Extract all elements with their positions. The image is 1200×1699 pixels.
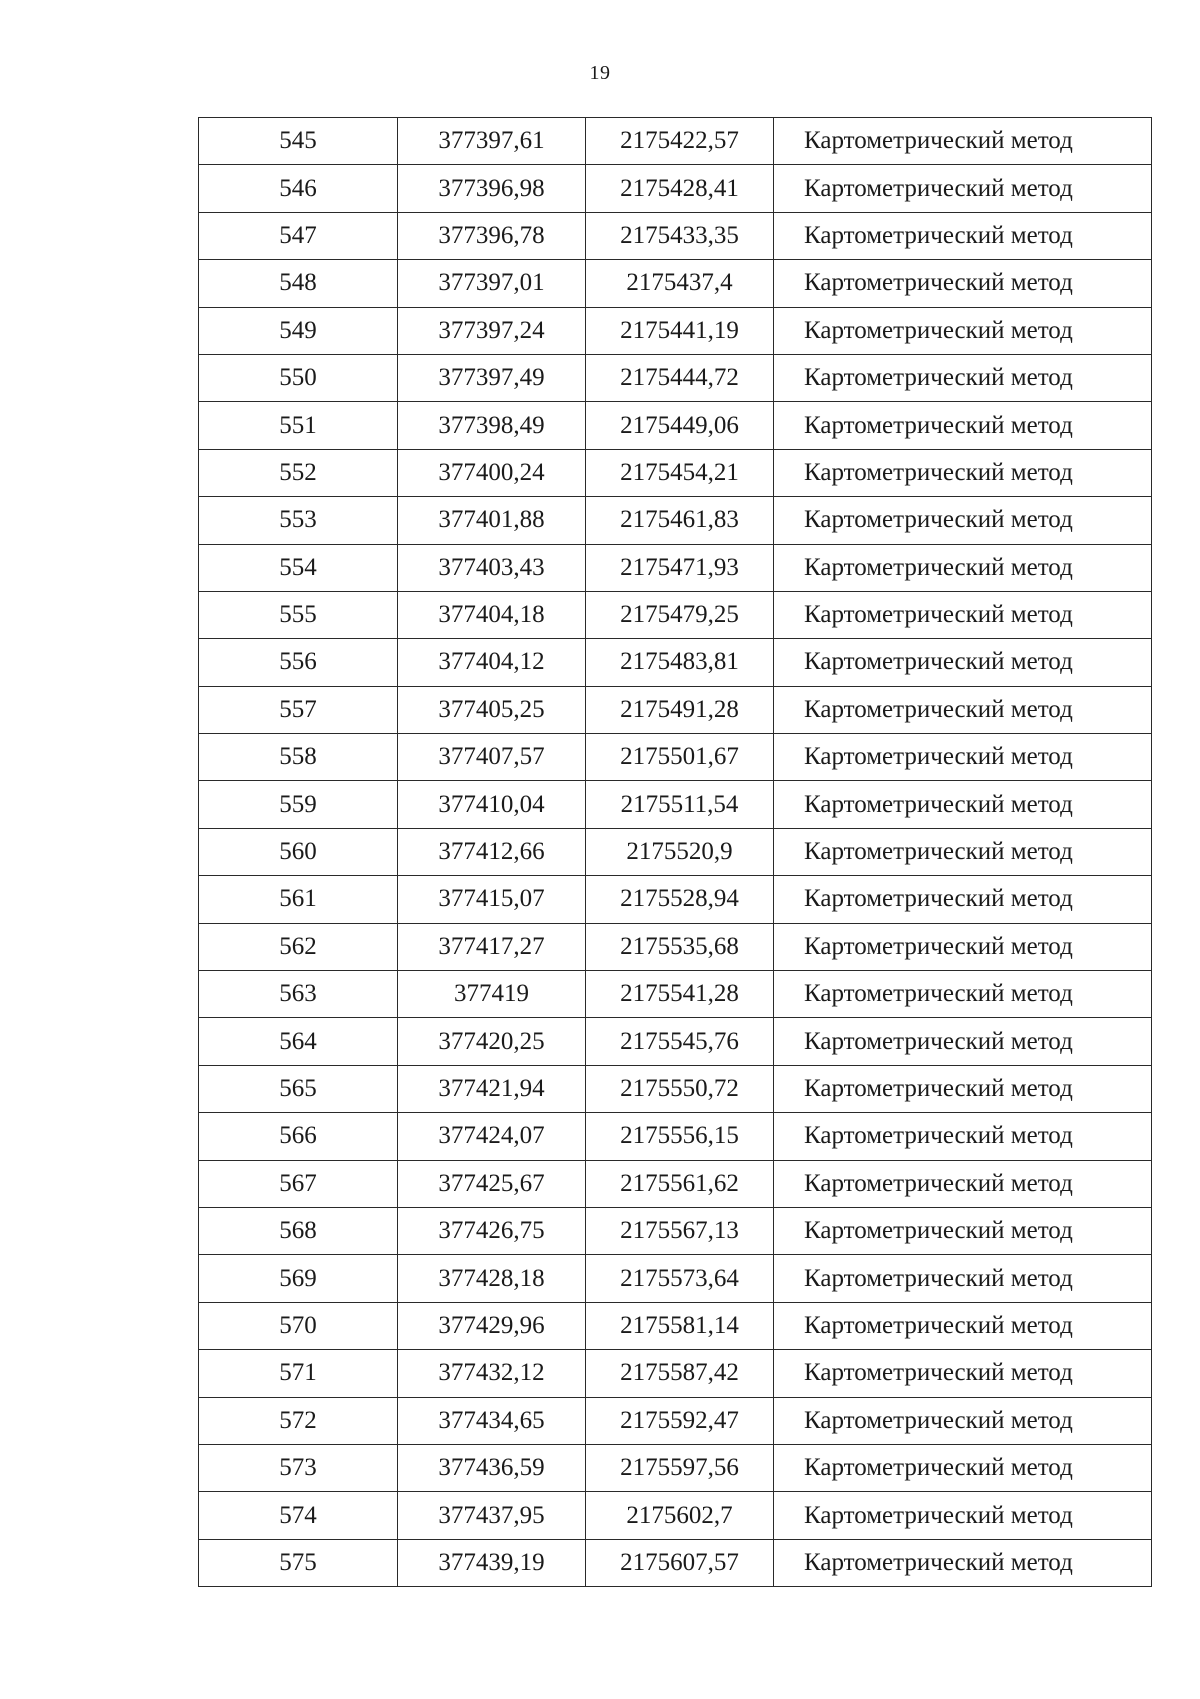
method-cell: Картометрический метод (774, 1207, 1152, 1254)
method-cell: Картометрический метод (774, 1539, 1152, 1586)
y-coordinate-cell: 2175541,28 (586, 971, 774, 1018)
method-cell: Картометрический метод (774, 971, 1152, 1018)
point-number-cell: 571 (199, 1350, 398, 1397)
method-cell: Картометрический метод (774, 1160, 1152, 1207)
x-coordinate-cell: 377404,18 (398, 591, 586, 638)
point-number-cell: 556 (199, 639, 398, 686)
method-cell: Картометрический метод (774, 1018, 1152, 1065)
table-row (199, 1113, 1152, 1160)
method-cell: Картометрический метод (774, 1065, 1152, 1112)
point-number-cell: 547 (199, 212, 398, 259)
method-cell: Картометрический метод (774, 639, 1152, 686)
x-coordinate-cell: 377397,24 (398, 307, 586, 354)
point-number-cell: 549 (199, 307, 398, 354)
y-coordinate-cell: 2175479,25 (586, 591, 774, 638)
method-cell: Картометрический метод (774, 1492, 1152, 1539)
method-cell: Картометрический метод (774, 118, 1152, 165)
point-number-cell: 555 (199, 591, 398, 638)
table-row (199, 639, 1152, 686)
x-coordinate-cell: 377436,59 (398, 1444, 586, 1491)
y-coordinate-cell: 2175461,83 (586, 497, 774, 544)
table-row (199, 165, 1152, 212)
x-coordinate-cell: 377421,94 (398, 1065, 586, 1112)
y-coordinate-cell: 2175592,47 (586, 1397, 774, 1444)
x-coordinate-cell: 377428,18 (398, 1255, 586, 1302)
table-row (199, 971, 1152, 1018)
method-cell: Картометрический метод (774, 1444, 1152, 1491)
method-cell: Картометрический метод (774, 1113, 1152, 1160)
y-coordinate-cell: 2175581,14 (586, 1302, 774, 1349)
x-coordinate-cell: 377415,07 (398, 876, 586, 923)
y-coordinate-cell: 2175528,94 (586, 876, 774, 923)
x-coordinate-cell: 377432,12 (398, 1350, 586, 1397)
method-cell: Картометрический метод (774, 354, 1152, 401)
method-cell: Картометрический метод (774, 1350, 1152, 1397)
x-coordinate-cell: 377404,12 (398, 639, 586, 686)
table-row (199, 1255, 1152, 1302)
point-number-cell: 567 (199, 1160, 398, 1207)
x-coordinate-cell: 377397,61 (398, 118, 586, 165)
table-row (199, 307, 1152, 354)
point-number-cell: 575 (199, 1539, 398, 1586)
y-coordinate-cell: 2175501,67 (586, 734, 774, 781)
method-cell: Картометрический метод (774, 307, 1152, 354)
point-number-cell: 561 (199, 876, 398, 923)
x-coordinate-cell: 377400,24 (398, 449, 586, 496)
table-row (199, 1302, 1152, 1349)
point-number-cell: 564 (199, 1018, 398, 1065)
point-number-cell: 553 (199, 497, 398, 544)
table-row (199, 212, 1152, 259)
y-coordinate-cell: 2175520,9 (586, 828, 774, 875)
y-coordinate-cell: 2175607,57 (586, 1539, 774, 1586)
table-row (199, 354, 1152, 401)
x-coordinate-cell: 377425,67 (398, 1160, 586, 1207)
x-coordinate-cell: 377419 (398, 971, 586, 1018)
x-coordinate-cell: 377410,04 (398, 781, 586, 828)
x-coordinate-cell: 377439,19 (398, 1539, 586, 1586)
y-coordinate-cell: 2175567,13 (586, 1207, 774, 1254)
y-coordinate-cell: 2175422,57 (586, 118, 774, 165)
method-cell: Картометрический метод (774, 734, 1152, 781)
method-cell: Картометрический метод (774, 544, 1152, 591)
method-cell: Картометрический метод (774, 1255, 1152, 1302)
x-coordinate-cell: 377407,57 (398, 734, 586, 781)
table-row (199, 686, 1152, 733)
y-coordinate-cell: 2175441,19 (586, 307, 774, 354)
point-number-cell: 563 (199, 971, 398, 1018)
method-cell: Картометрический метод (774, 449, 1152, 496)
table-row (199, 1539, 1152, 1586)
y-coordinate-cell: 2175483,81 (586, 639, 774, 686)
point-number-cell: 570 (199, 1302, 398, 1349)
x-coordinate-cell: 377403,43 (398, 544, 586, 591)
point-number-cell: 557 (199, 686, 398, 733)
method-cell: Картометрический метод (774, 497, 1152, 544)
x-coordinate-cell: 377437,95 (398, 1492, 586, 1539)
x-coordinate-cell: 377396,98 (398, 165, 586, 212)
y-coordinate-cell: 2175602,7 (586, 1492, 774, 1539)
table-row (199, 1397, 1152, 1444)
page-number: 19 (589, 62, 611, 84)
point-number-cell: 569 (199, 1255, 398, 1302)
table-row (199, 1492, 1152, 1539)
table-row (199, 876, 1152, 923)
table-row (199, 1207, 1152, 1254)
x-coordinate-cell: 377417,27 (398, 923, 586, 970)
point-number-cell: 546 (199, 165, 398, 212)
y-coordinate-cell: 2175561,62 (586, 1160, 774, 1207)
table-row (199, 1444, 1152, 1491)
method-cell: Картометрический метод (774, 923, 1152, 970)
table-row (199, 260, 1152, 307)
point-number-cell: 552 (199, 449, 398, 496)
table-row (199, 544, 1152, 591)
x-coordinate-cell: 377434,65 (398, 1397, 586, 1444)
point-number-cell: 560 (199, 828, 398, 875)
method-cell: Картометрический метод (774, 591, 1152, 638)
point-number-cell: 562 (199, 923, 398, 970)
y-coordinate-cell: 2175471,93 (586, 544, 774, 591)
point-number-cell: 558 (199, 734, 398, 781)
point-number-cell: 550 (199, 354, 398, 401)
x-coordinate-cell: 377426,75 (398, 1207, 586, 1254)
y-coordinate-cell: 2175454,21 (586, 449, 774, 496)
coordinates-table (198, 117, 1152, 1587)
table-row (199, 402, 1152, 449)
table-row (199, 1160, 1152, 1207)
point-number-cell: 573 (199, 1444, 398, 1491)
table-row (199, 828, 1152, 875)
y-coordinate-cell: 2175433,35 (586, 212, 774, 259)
method-cell: Картометрический метод (774, 260, 1152, 307)
point-number-cell: 572 (199, 1397, 398, 1444)
x-coordinate-cell: 377412,66 (398, 828, 586, 875)
y-coordinate-cell: 2175511,54 (586, 781, 774, 828)
method-cell: Картометрический метод (774, 781, 1152, 828)
table-row (199, 449, 1152, 496)
method-cell: Картометрический метод (774, 828, 1152, 875)
y-coordinate-cell: 2175550,72 (586, 1065, 774, 1112)
x-coordinate-cell: 377396,78 (398, 212, 586, 259)
method-cell: Картометрический метод (774, 686, 1152, 733)
x-coordinate-cell: 377401,88 (398, 497, 586, 544)
y-coordinate-cell: 2175449,06 (586, 402, 774, 449)
x-coordinate-cell: 377398,49 (398, 402, 586, 449)
point-number-cell: 574 (199, 1492, 398, 1539)
point-number-cell: 559 (199, 781, 398, 828)
y-coordinate-cell: 2175444,72 (586, 354, 774, 401)
y-coordinate-cell: 2175428,41 (586, 165, 774, 212)
point-number-cell: 551 (199, 402, 398, 449)
table-row (199, 734, 1152, 781)
method-cell: Картометрический метод (774, 1397, 1152, 1444)
x-coordinate-cell: 377424,07 (398, 1113, 586, 1160)
y-coordinate-cell: 2175545,76 (586, 1018, 774, 1065)
x-coordinate-cell: 377397,49 (398, 354, 586, 401)
x-coordinate-cell: 377405,25 (398, 686, 586, 733)
y-coordinate-cell: 2175491,28 (586, 686, 774, 733)
table-row (199, 1018, 1152, 1065)
table-row (199, 591, 1152, 638)
table-row (199, 118, 1152, 165)
y-coordinate-cell: 2175597,56 (586, 1444, 774, 1491)
point-number-cell: 565 (199, 1065, 398, 1112)
point-number-cell: 568 (199, 1207, 398, 1254)
point-number-cell: 545 (199, 118, 398, 165)
table-row (199, 1065, 1152, 1112)
y-coordinate-cell: 2175587,42 (586, 1350, 774, 1397)
y-coordinate-cell: 2175556,15 (586, 1113, 774, 1160)
point-number-cell: 566 (199, 1113, 398, 1160)
x-coordinate-cell: 377397,01 (398, 260, 586, 307)
point-number-cell: 554 (199, 544, 398, 591)
table-row (199, 781, 1152, 828)
method-cell: Картометрический метод (774, 876, 1152, 923)
x-coordinate-cell: 377420,25 (398, 1018, 586, 1065)
y-coordinate-cell: 2175437,4 (586, 260, 774, 307)
table-row (199, 923, 1152, 970)
point-number-cell: 548 (199, 260, 398, 307)
method-cell: Картометрический метод (774, 212, 1152, 259)
method-cell: Картометрический метод (774, 165, 1152, 212)
y-coordinate-cell: 2175573,64 (586, 1255, 774, 1302)
method-cell: Картометрический метод (774, 1302, 1152, 1349)
coordinates-table-body (199, 118, 1152, 1587)
method-cell: Картометрический метод (774, 402, 1152, 449)
table-row (199, 1350, 1152, 1397)
y-coordinate-cell: 2175535,68 (586, 923, 774, 970)
x-coordinate-cell: 377429,96 (398, 1302, 586, 1349)
table-row (199, 497, 1152, 544)
